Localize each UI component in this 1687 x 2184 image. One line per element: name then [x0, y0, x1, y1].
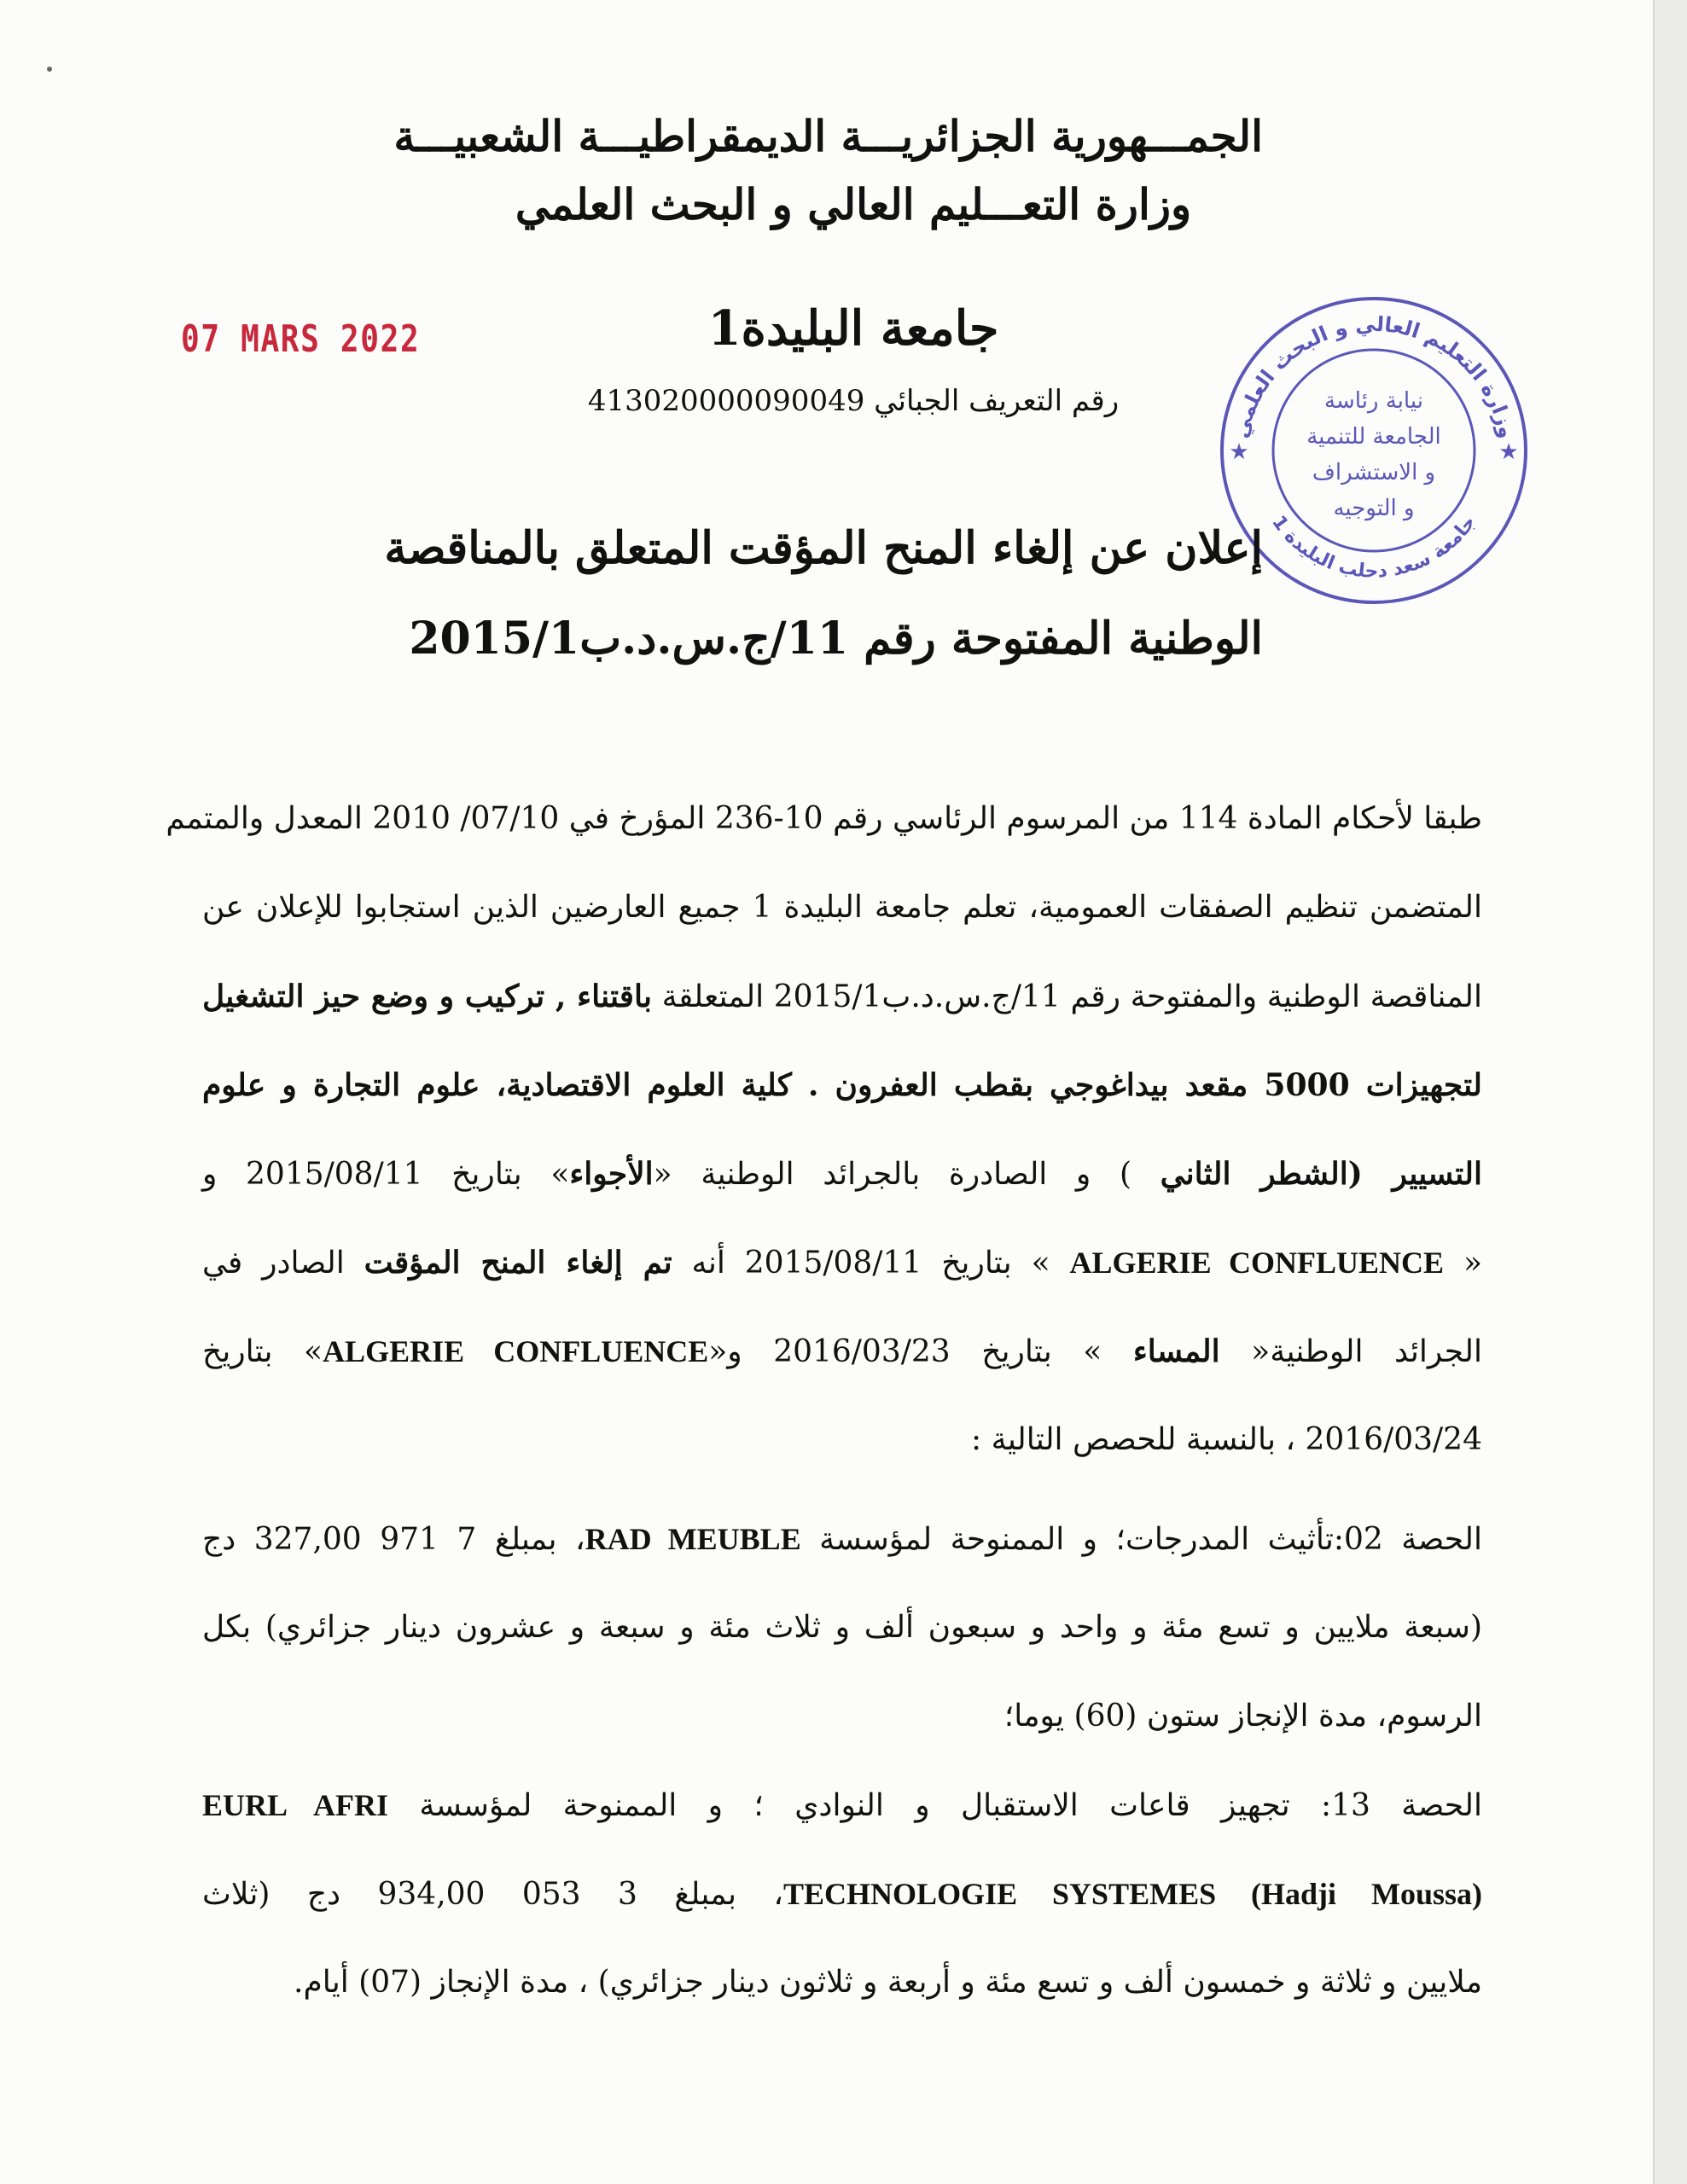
seal-inner-line: و الاستشراف — [1312, 460, 1436, 485]
seal-star-icon: ★ — [1229, 439, 1249, 465]
page-edge — [1653, 0, 1687, 2184]
tax-id-label: رقم التعريف الجبائي — [874, 384, 1120, 418]
tax-id-line — [563, 384, 1143, 418]
seal-inner-line: و التوجيه — [1333, 496, 1415, 521]
university-heading: جامعة البليدة1 — [707, 300, 999, 357]
body-line: المتضمن تنظيم الصفقات العمومية، تعلم جامعة البليدة 1 جميع العارضين الذين استجابوا للإعلان عن — [202, 890, 1482, 925]
seal-bottom-text: جامعة سعد دحلب البليدة 1 — [1267, 511, 1480, 583]
ministry-heading: وزارة التعـــليم العالي و البحث العلمي — [515, 179, 1192, 229]
body-line: طبقا لأحكام المادة 114 من المرسوم الرئاسي رقم 10-236 المؤرخ في 07/10/ 2010 المعدل والمتمم — [166, 801, 1482, 836]
body-line: 2016/03/24 ، بالنسبة للحصص التالية : — [971, 1422, 1482, 1457]
body-line: الجرائد الوطنية« المساء » بتاريخ 2016/03/23 و«ALGERIE CONFLUENCE» بتاريخ — [202, 1333, 1482, 1369]
body-line: ملايين و ثلاثة و خمسون ألف و تسع مئة و أربعة و ثلاثون دينار جزائري) ، مدة الإنجاز (07) أيام. — [294, 1965, 1482, 2000]
seal-inner-line: نيابة رئاسة — [1324, 388, 1423, 414]
scan-speck — [47, 67, 52, 72]
announcement-title-line-2: الوطنية المفتوحة رقم 11/ج.س.د.ب2015/1 — [409, 613, 1263, 665]
seal-inner-line: الجامعة للتنمية — [1306, 424, 1441, 450]
body-line: الحصة 02:تأثيث المدرجات؛ و الممنوحة لمؤسسة RAD MEUBLE، بمبلغ 7 971 327,00 دج — [202, 1522, 1482, 1557]
date-stamp: 07 MARS 2022 — [181, 317, 421, 361]
body-line: لتجهيزات 5000 مقعد بيداغوجي بقطب العفرون . كلية العلوم الاقتصادية، علوم التجارة و علوم — [202, 1067, 1482, 1103]
seal-star-icon: ★ — [1498, 439, 1519, 465]
body-line: TECHNOLOGIE SYSTEMES (Hadji Moussa)، بمبلغ 3 053 934,00 دج (ثلاث — [202, 1877, 1483, 1912]
body-line: المناقصة الوطنية والمفتوحة رقم 11/ج.س.د.ب2015/1 المتعلقة باقتناء , تركيب و وضع حيز التشغيل — [202, 979, 1482, 1014]
body-line: الحصة 13: تجهيز قاعات الاستقبال و النوادي ؛ و الممنوحة لمؤسسة EURL AFRI — [202, 1788, 1483, 1823]
tax-id-number: 413020000090049 — [587, 384, 865, 418]
body-line: « ALGERIE CONFLUENCE » بتاريخ 2015/08/11 أنه تم إلغاء المنح المؤقت الصادر في — [202, 1245, 1482, 1281]
seal-outer-ring — [1222, 299, 1526, 602]
body-line: الرسوم، مدة الإنجاز ستون (60) يوما؛ — [1003, 1699, 1482, 1734]
body-line: (سبعة ملايين و تسع مئة و واحد و سبعون ألف و ثلاث مئة و سبعة و عشرون دينار جزائري) بكل — [202, 1610, 1482, 1645]
body-line: التسيير (الشطر الثاني ) و الصادرة بالجرائد الوطنية «الأجواء» بتاريخ 2015/08/11 و — [202, 1156, 1483, 1192]
republic-heading: الجمـــهورية الجزائريـــة الديمقراطيـــة الشعبيـــة — [393, 111, 1263, 161]
seal-outer-text: وزارة التعليم العالي و البحث العلمي — [1228, 311, 1519, 441]
announcement-title-line-1: إعلان عن إلغاء المنح المؤقت المتعلق بالمناقصة — [384, 522, 1263, 574]
